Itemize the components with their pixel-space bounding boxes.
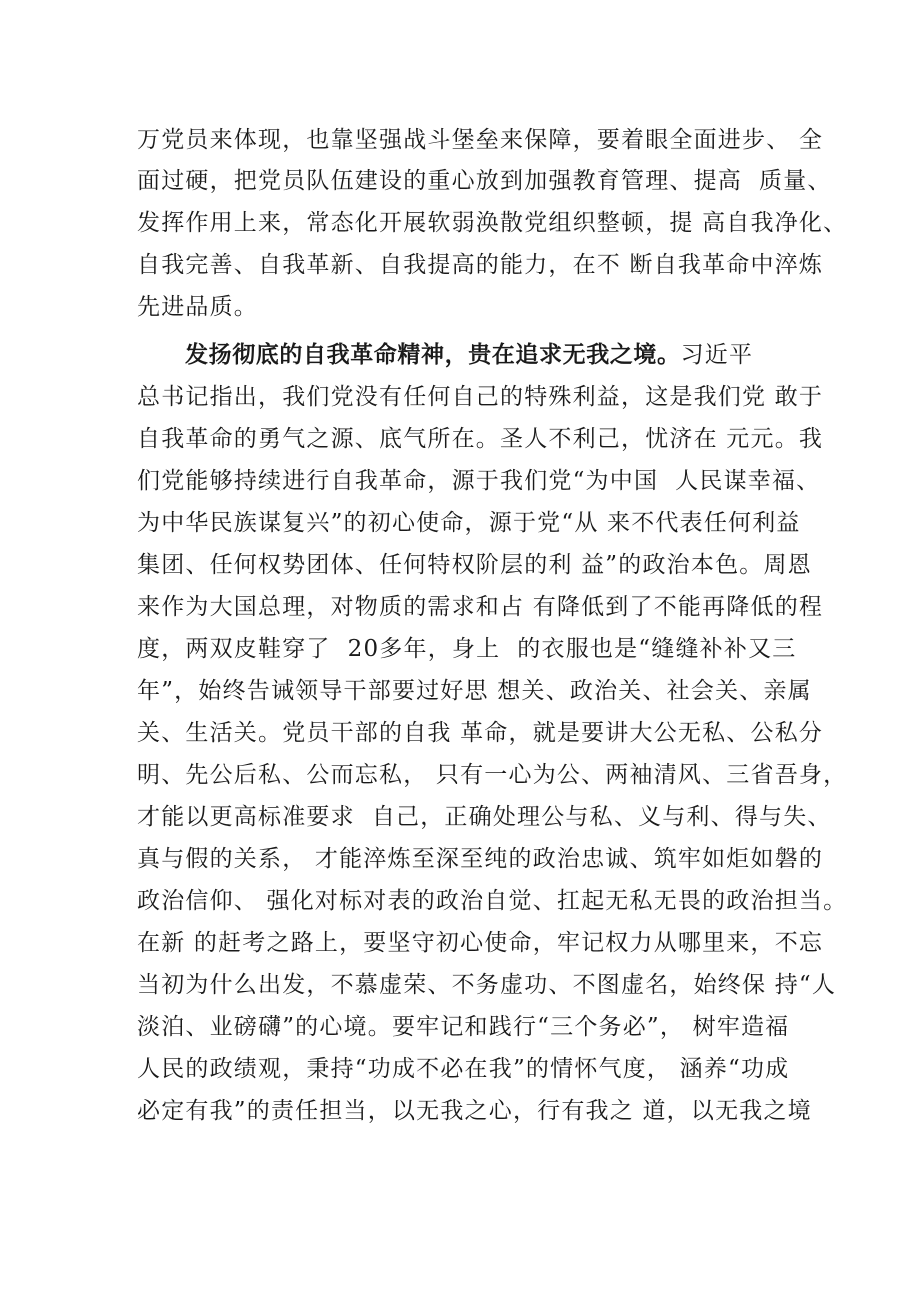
paragraph-2-line-2: 自我革命的勇气之源、底气所在。圣人不利己，忧济在 元元。我 [137, 426, 824, 452]
paragraph-2-lead-rest: 习近平 [680, 342, 754, 368]
paragraph-2-line-4: 为中华民族谋复兴”的初心使命，源于党“从 来不代表任何利益 [137, 510, 801, 536]
paragraph-1-line-5: 先进品质。 [137, 294, 258, 320]
paragraph-2-line-14: 在新 的赶考之路上，要坚守初心使命，牢记权力从哪里来，不忘 [137, 930, 824, 956]
paragraph-2-line-1: 总书记指出，我们党没有任何自己的特殊利益，这是我们党 敢于 [137, 384, 824, 410]
paragraph-2-line-18: 必定有我”的责任担当，以无我之心，行有我之 道，以无我之境 [137, 1098, 812, 1124]
paragraph-1-line-1: 万党员来体现，也靠坚强战斗堡垒来保障，要着眼全面进步、 全 [137, 127, 824, 153]
paragraph-2-line-17: 人民的政绩观，秉持“功成不必在我”的情怀气度， 涵养“功成 [137, 1056, 790, 1082]
paragraph-2-line-10: 明、先公后私、公而忘私， 只有一心为公、两袖清风、三省吾身， [137, 762, 848, 788]
paragraph-2-line-13: 政治信仰、 强化对标对表的政治自觉、扛起无私无畏的政治担当。 [137, 888, 848, 914]
paragraph-2-line-15: 当初为什么出发，不慕虚荣、不务虚功、不图虚名，始终保 持“人 [137, 972, 837, 998]
paragraph-2-line-3: 们党能够持续进行自我革命，源于我们党“为中国 人民谋幸福、 [137, 468, 821, 494]
paragraph-2-line-6: 来作为大国总理，对物质的需求和占 有降低到了不能再降低的程 [137, 594, 824, 620]
paragraph-1-line-4: 自我完善、自我革新、自我提高的能力，在不 断自我革命中淬炼 [137, 252, 824, 278]
paragraph-1-line-3: 发挥作用上来，常态化开展软弱涣散党组织整顿，提 高自我净化、 [137, 210, 848, 236]
paragraph-2-line-9: 关、生活关。党员干部的自我 革命，就是要讲大公无私、公私分 [137, 720, 824, 746]
paragraph-2-line-8: 年”，始终告诫领导干部要过好思 想关、政治关、社会关、亲属 [137, 678, 812, 704]
paragraph-2-lead-heading: 发扬彻底的自我革命精神，贵在追求无我之境。 [185, 341, 681, 368]
paragraph-2-line-16: 淡泊、业磅礴”的心境。要牢记和践行“三个务必”， 树牢造福 [137, 1014, 790, 1040]
paragraph-2-lead-line [185, 340, 753, 370]
paragraph-2-line-5: 集团、任何权势团体、任何特权阶层的利 益”的政治本色。周恩 [137, 552, 812, 578]
paragraph-2-line-11: 才能以更高标准要求 自己，正确处理公与私、义与利、得与失、 [137, 804, 832, 830]
paragraph-2-line-7: 度，两双皮鞋穿了 20多年，身上 的衣服也是“缝缝补补又三 [137, 636, 797, 662]
paragraph-2-line-12: 真与假的关系， 才能淬炼至深至纯的政治忠诚、筑牢如炬如磐的 [137, 846, 824, 872]
paragraph-1-line-2: 面过硬，把党员队伍建设的重心放到加强教育管理、提高 质量、 [137, 168, 832, 194]
